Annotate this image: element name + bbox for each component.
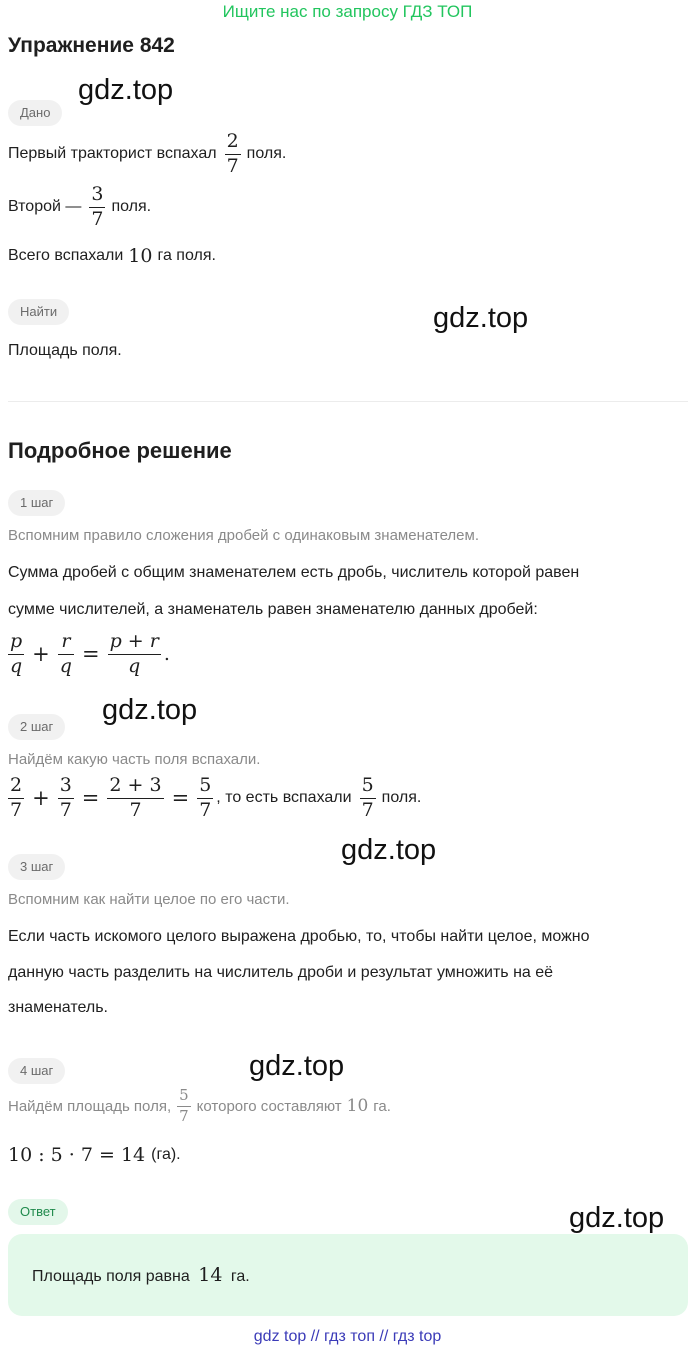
equals-sign: = <box>171 786 190 811</box>
step-4-badge: 4 шаг <box>8 1058 65 1084</box>
fraction-denominator: q <box>10 654 23 677</box>
fraction <box>360 776 376 821</box>
fraction <box>108 632 161 677</box>
fraction-numerator: p <box>10 630 23 652</box>
given-line-1 <box>8 132 286 177</box>
page-title: Упражнение 842 <box>8 34 175 57</box>
step-1-text-line-2: сумме числителей, а знаменатель равен знаменателю данных дробей: <box>8 601 538 618</box>
given-line-3-suffix: га поля. <box>157 247 216 264</box>
step-4-hint-prefix: Найдём площадь поля, <box>8 1097 172 1115</box>
fraction-numerator: 3 <box>91 183 104 205</box>
step-4-formula <box>8 1144 181 1166</box>
fraction-numerator: 5 <box>179 1086 189 1104</box>
step-2-mid-text: , то есть вспахали <box>216 789 352 807</box>
watermark: gdz.top <box>78 74 174 106</box>
fraction-numerator: 3 <box>59 774 72 796</box>
fraction-denominator: 7 <box>199 798 212 821</box>
answer-value: 14 <box>198 1264 223 1286</box>
watermark: gdz.top <box>433 302 529 334</box>
fraction-numerator: 2 <box>10 774 23 796</box>
section-divider <box>8 401 688 402</box>
watermark: gdz.top <box>102 694 198 726</box>
fraction <box>197 776 213 821</box>
step-2-formula <box>8 776 421 821</box>
fraction <box>177 1088 191 1125</box>
step-2-badge: 2 шаг <box>8 714 65 740</box>
given-line-2-suffix: поля. <box>111 198 152 216</box>
step-4-formula-math: 10 : 5 · 7 = 14 <box>8 1144 146 1166</box>
equals-sign: = <box>81 786 100 811</box>
watermark: gdz.top <box>341 834 437 866</box>
step-4-hint <box>8 1088 391 1125</box>
step-3-badge: 3 шаг <box>8 854 65 880</box>
given-badge: Дано <box>8 100 62 126</box>
fraction-denominator: 7 <box>91 207 104 230</box>
search-banner: Ищите нас по запросу ГДЗ ТОП <box>222 2 473 21</box>
given-line-3 <box>8 245 216 267</box>
step-1-formula <box>8 632 170 677</box>
step-2-end-text: поля. <box>381 789 422 807</box>
plus-sign: + <box>32 642 50 667</box>
given-line-2 <box>8 185 151 230</box>
fraction <box>58 632 74 677</box>
fraction-denominator: 7 <box>129 798 142 821</box>
step-2-hint: Найдём какую часть поля вспахали. <box>8 751 261 768</box>
given-line-2-prefix: Второй — <box>8 198 82 216</box>
step-1-badge: 1 шаг <box>8 490 65 516</box>
fraction-numerator: p + r <box>109 630 159 652</box>
solution-title: Подробное решение <box>8 438 232 463</box>
step-4-hint-suffix: га. <box>373 1097 391 1115</box>
footer-links[interactable]: gdz top // гдз топ // гдз top <box>253 1328 442 1345</box>
answer-text <box>32 1264 250 1286</box>
step-4-hint-value: 10 <box>346 1096 369 1117</box>
find-text: Площадь поля. <box>8 342 122 359</box>
step-1-text-line-1: Сумма дробей с общим знаменателем есть дробь, числитель которой равен <box>8 564 580 581</box>
answer-suffix: га. <box>230 1268 250 1285</box>
step-3-text-line-1: Если часть искомого целого выражена дробью, то, чтобы найти целое, можно <box>8 928 590 945</box>
fraction-numerator: r <box>61 630 71 652</box>
fraction-denominator: q <box>128 654 141 677</box>
answer-badge: Ответ <box>8 1199 68 1225</box>
fraction-numerator: 2 + 3 <box>109 774 162 796</box>
fraction-denominator: 7 <box>59 798 72 821</box>
step-3-hint: Вспомним как найти целое по его части. <box>8 891 290 908</box>
fraction-denominator: 7 <box>179 1106 189 1125</box>
formula-end: . <box>163 643 170 666</box>
find-badge: Найти <box>8 299 69 325</box>
fraction-numerator: 5 <box>361 774 374 796</box>
step-4-hint-mid: которого составляют <box>196 1097 342 1115</box>
fraction-denominator: q <box>59 654 72 677</box>
watermark: gdz.top <box>249 1050 345 1082</box>
step-4-formula-suffix: (га). <box>151 1146 181 1163</box>
watermark: gdz.top <box>569 1202 665 1234</box>
fraction <box>107 776 163 821</box>
equals-sign: = <box>81 642 100 667</box>
given-line-3-prefix: Всего вспахали <box>8 247 124 264</box>
given-line-1-prefix: Первый тракторист вспахал <box>8 145 217 163</box>
given-line-3-value: 10 <box>128 245 153 267</box>
plus-sign: + <box>32 786 50 811</box>
step-3-text-line-3: знаменатель. <box>8 999 108 1016</box>
fraction-denominator: 7 <box>361 798 374 821</box>
fraction <box>8 632 24 677</box>
fraction-numerator: 2 <box>226 130 239 152</box>
fraction <box>225 132 241 177</box>
fraction <box>58 776 74 821</box>
answer-prefix: Площадь поля равна <box>32 1268 190 1285</box>
fraction-denominator: 7 <box>226 154 239 177</box>
fraction <box>89 185 105 230</box>
fraction-numerator: 5 <box>199 774 212 796</box>
fraction-denominator: 7 <box>10 798 23 821</box>
fraction <box>8 776 24 821</box>
step-1-hint: Вспомним правило сложения дробей с одинаковым знаменателем. <box>8 527 479 544</box>
given-line-1-suffix: поля. <box>246 145 287 163</box>
step-3-text-line-2: данную часть разделить на числитель дроби и результат умножить на её <box>8 964 554 981</box>
